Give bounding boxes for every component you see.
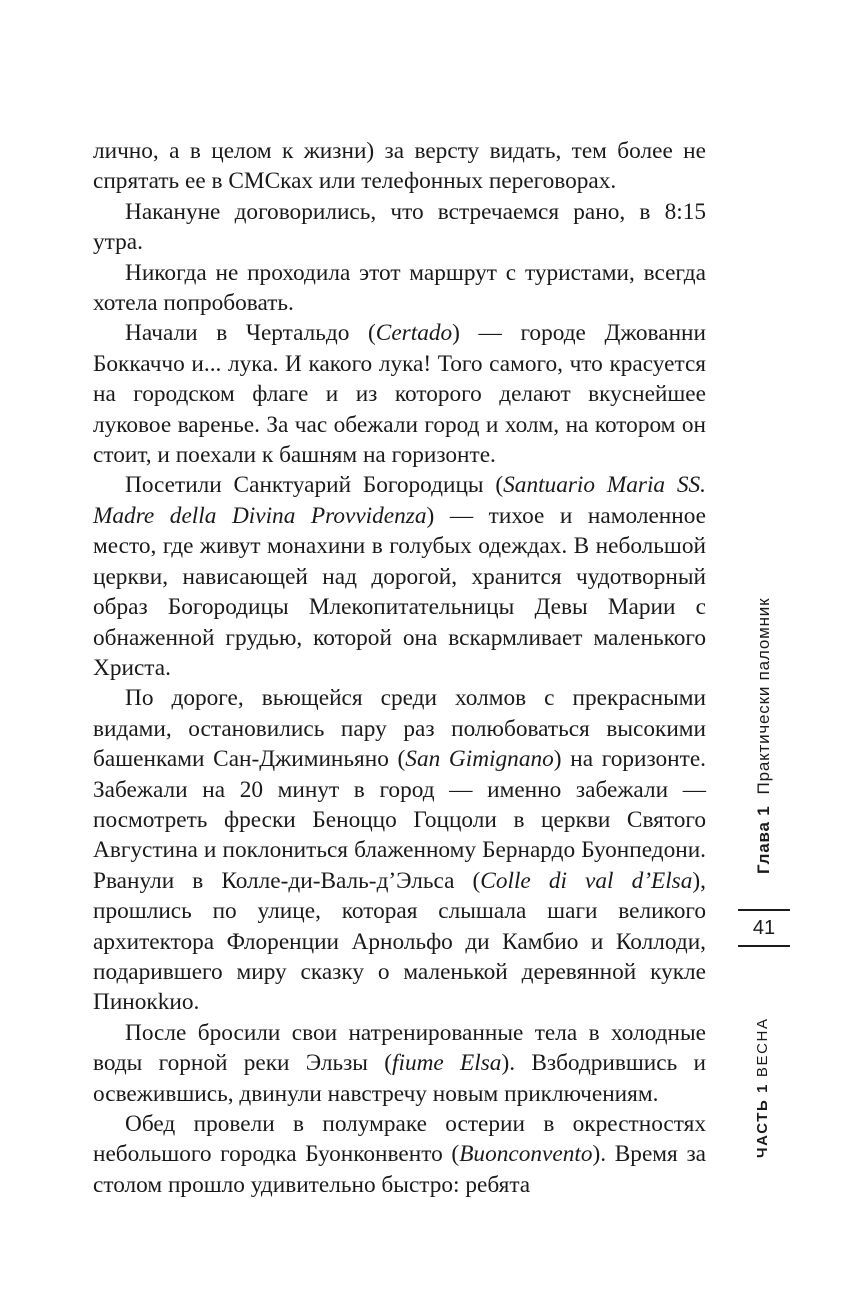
page-number-rule-top	[738, 909, 790, 911]
part-title: ВЕСНА	[754, 1017, 771, 1078]
chapter-label: Глава 1	[754, 805, 773, 874]
italic-term: fiume Elsa	[392, 1050, 502, 1077]
paragraph-4: Начали в Чертальдо (Certado) — городе Джованни Боккаччо и... лука. И какого лука! Того самого, что красуется на городском флаге и из которого делают вкуснейшее луковое варенье. За час обежали город и холм, на котором он стоит, и поехали к башням на горизонте.	[93, 320, 706, 469]
paragraph-8: Обед провели в полумраке остерии в окрестностях небольшого городка Буонконвенто (Buonconvento). Время за столом прошло удивительно быстро: ребята	[93, 1111, 707, 1198]
paragraph-3: Никогда не проходила этот маршрут с туристами, всегда хотела попробовать.	[93, 259, 706, 317]
italic-term: Colle di val d’Elsa	[480, 867, 693, 894]
part-running-title	[754, 1017, 771, 1158]
paragraph-6: По дороге, вьющейся среди холмов с прекрасными видами, остановились пару раз полюбоваться высокими башенками Сан-Джиминьяно (San Gimignano) на горизонте. Забежали на 20 минут в город — именно забежали — посмотреть фрески Беноццо Гоццоли в церкви Святого Августина и поклониться блаженному Бернардо Буонпедони. Рванули в Колле-ди-Валь-д’Эльса (Colle di val d’Elsa), прошлись по улице, которая слышала шаги великого архитектора Флоренции Арнольфо ди Камбио и Коллоди, подарившего миру сказку о маленькой деревянной кукле Пинокkио.	[93, 685, 707, 1016]
italic-term: San Gimignano	[405, 746, 554, 773]
paragraph-2: Накануне договорились, что встречаемся рано, в 8:15 утра.	[93, 198, 706, 256]
running-header-sidebar	[728, 0, 792, 1311]
page-body	[93, 136, 706, 1200]
page-number-rule-bottom	[738, 945, 790, 947]
chapter-title: Практически паломник	[754, 597, 773, 795]
part-label: ЧАСТЬ 1	[754, 1082, 771, 1158]
chapter-running-title	[754, 598, 774, 874]
italic-term: Certado	[375, 320, 453, 347]
paragraph-1: лично, а в целом к жизни) за версту видать, тем более не спрятать ее в СМСках или телефонных переговорах.	[93, 138, 706, 195]
page-number: 41	[752, 917, 776, 939]
paragraph-7: После бросили свои натренированные тела в холодные воды горной реки Эльзы (fiume Elsa). Взбодрившись и освежившись, двинули навстречу новым приключениям.	[93, 1019, 706, 1107]
italic-term: Santuario Maria SS. Madre della Divina Provvidenza	[93, 472, 707, 529]
paragraph-5: Посетили Санктуарий Богородицы (Santuario Maria SS. Madre della Divina Provvidenza) — тихое и намоленное место, где живут монахини в голубых одеждах. В небольшой церкви, нависающей над дорогой, хранится чудотворный образ Богородицы Млекопитательницы Девы Марии с обнаженной грудью, которой она вскармливает маленького Христа.	[93, 472, 707, 681]
italic-term: Buonconvento	[459, 1141, 593, 1168]
